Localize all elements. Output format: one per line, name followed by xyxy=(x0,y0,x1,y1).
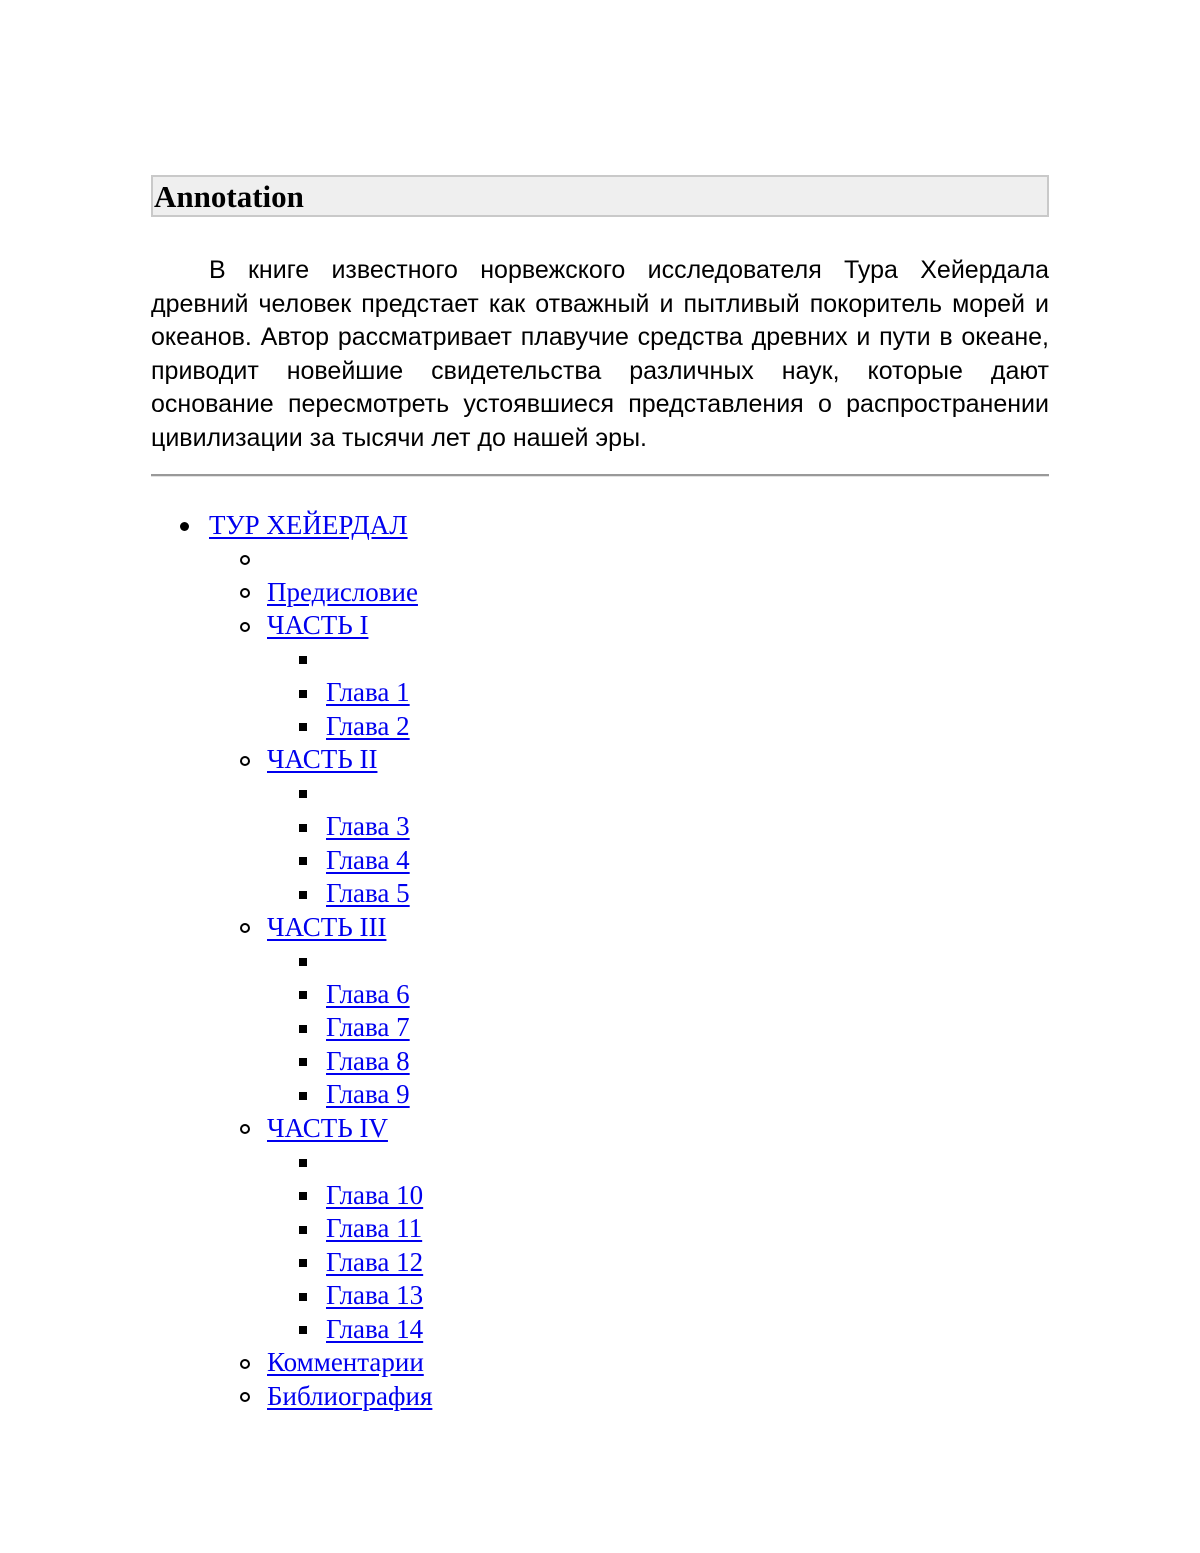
toc-link[interactable]: Библиография xyxy=(267,1380,433,1411)
toc-link[interactable]: ТУР ХЕЙЕРДАЛ xyxy=(209,509,408,540)
toc-link[interactable]: Глава 2 xyxy=(326,710,410,741)
toc-link[interactable]: Глава 9 xyxy=(326,1079,410,1110)
toc-item xyxy=(151,609,1049,643)
toc-link[interactable]: Глава 5 xyxy=(326,878,410,909)
square-bullet-icon xyxy=(299,1259,307,1267)
toc-link[interactable]: Глава 13 xyxy=(326,1280,424,1311)
circle-bullet-icon xyxy=(240,1124,250,1134)
toc-item xyxy=(151,810,1049,844)
toc-link[interactable]: ЧАСТЬ III xyxy=(267,911,387,942)
table-of-contents xyxy=(151,509,1049,1414)
toc-link[interactable]: Глава 11 xyxy=(326,1213,423,1244)
square-bullet-icon xyxy=(299,656,307,664)
toc-link[interactable]: ЧАСТЬ IV xyxy=(267,1112,388,1143)
square-bullet-icon xyxy=(299,790,307,798)
toc-item xyxy=(151,1279,1049,1313)
toc-item xyxy=(151,1313,1049,1347)
toc-item xyxy=(151,542,1049,576)
toc-link[interactable]: Предисловие xyxy=(267,576,418,607)
document-page xyxy=(151,175,1049,1413)
toc-link[interactable]: Глава 4 xyxy=(326,844,410,875)
toc-link[interactable]: Глава 8 xyxy=(326,1045,410,1076)
toc-item xyxy=(151,509,1049,543)
toc-link[interactable]: Глава 10 xyxy=(326,1179,424,1210)
toc-item xyxy=(151,944,1049,978)
toc-item xyxy=(151,844,1049,878)
square-bullet-icon xyxy=(299,1226,307,1234)
toc-item xyxy=(151,1045,1049,1079)
circle-bullet-icon xyxy=(240,1392,250,1402)
circle-bullet-icon xyxy=(240,923,250,933)
toc-link[interactable]: Глава 3 xyxy=(326,811,410,842)
square-bullet-icon xyxy=(299,958,307,966)
toc-item xyxy=(151,877,1049,911)
toc-link[interactable]: Глава 12 xyxy=(326,1246,424,1277)
circle-bullet-icon xyxy=(240,555,250,565)
toc-item xyxy=(151,576,1049,610)
horizontal-rule xyxy=(151,474,1049,477)
square-bullet-icon xyxy=(299,1192,307,1200)
toc-link[interactable]: ЧАСТЬ I xyxy=(267,610,369,641)
toc-link[interactable]: Глава 7 xyxy=(326,1012,410,1043)
circle-bullet-icon xyxy=(240,622,250,632)
square-bullet-icon xyxy=(299,1058,307,1066)
toc-item xyxy=(151,1078,1049,1112)
square-bullet-icon xyxy=(299,991,307,999)
toc-item xyxy=(151,911,1049,945)
toc-item xyxy=(151,978,1049,1012)
toc-item xyxy=(151,1145,1049,1179)
toc-link[interactable]: Глава 1 xyxy=(326,677,410,708)
toc-link[interactable]: Комментарии xyxy=(267,1347,424,1378)
annotation-paragraph: В книге известного норвежского исследователя Тура Хейердала древний человек предстает как отважный и пытливый покоритель морей и океанов. Автор рассматривает плавучие средства древних и пути в океане, приводит новейшие свидетельства различных наук, которые дают основание пересмотреть устоявшиеся представления о распространении цивилизации за тысячи лет до нашей эры. xyxy=(151,256,1049,452)
square-bullet-icon xyxy=(299,824,307,832)
toc-list xyxy=(151,509,1049,1414)
square-bullet-icon xyxy=(299,1293,307,1301)
toc-item xyxy=(151,1380,1049,1414)
circle-bullet-icon xyxy=(240,588,250,598)
square-bullet-icon xyxy=(299,1092,307,1100)
toc-link[interactable]: Глава 14 xyxy=(326,1313,424,1344)
toc-item xyxy=(151,743,1049,777)
annotation-heading: Annotation xyxy=(151,175,1049,217)
square-bullet-icon xyxy=(299,723,307,731)
square-bullet-icon xyxy=(299,1159,307,1167)
toc-link[interactable]: Глава 6 xyxy=(326,978,410,1009)
square-bullet-icon xyxy=(299,1025,307,1033)
toc-item xyxy=(151,710,1049,744)
toc-item xyxy=(151,1179,1049,1213)
toc-item xyxy=(151,1212,1049,1246)
circle-bullet-icon xyxy=(240,1359,250,1369)
square-bullet-icon xyxy=(299,690,307,698)
toc-item xyxy=(151,1112,1049,1146)
toc-item xyxy=(151,676,1049,710)
toc-link[interactable]: ЧАСТЬ II xyxy=(267,744,378,775)
circle-bullet-icon xyxy=(240,756,250,766)
toc-item xyxy=(151,777,1049,811)
toc-item xyxy=(151,1011,1049,1045)
disc-bullet-icon xyxy=(180,522,189,531)
square-bullet-icon xyxy=(299,891,307,899)
toc-item xyxy=(151,1346,1049,1380)
toc-item xyxy=(151,1246,1049,1280)
square-bullet-icon xyxy=(299,857,307,865)
square-bullet-icon xyxy=(299,1326,307,1334)
toc-item xyxy=(151,643,1049,677)
